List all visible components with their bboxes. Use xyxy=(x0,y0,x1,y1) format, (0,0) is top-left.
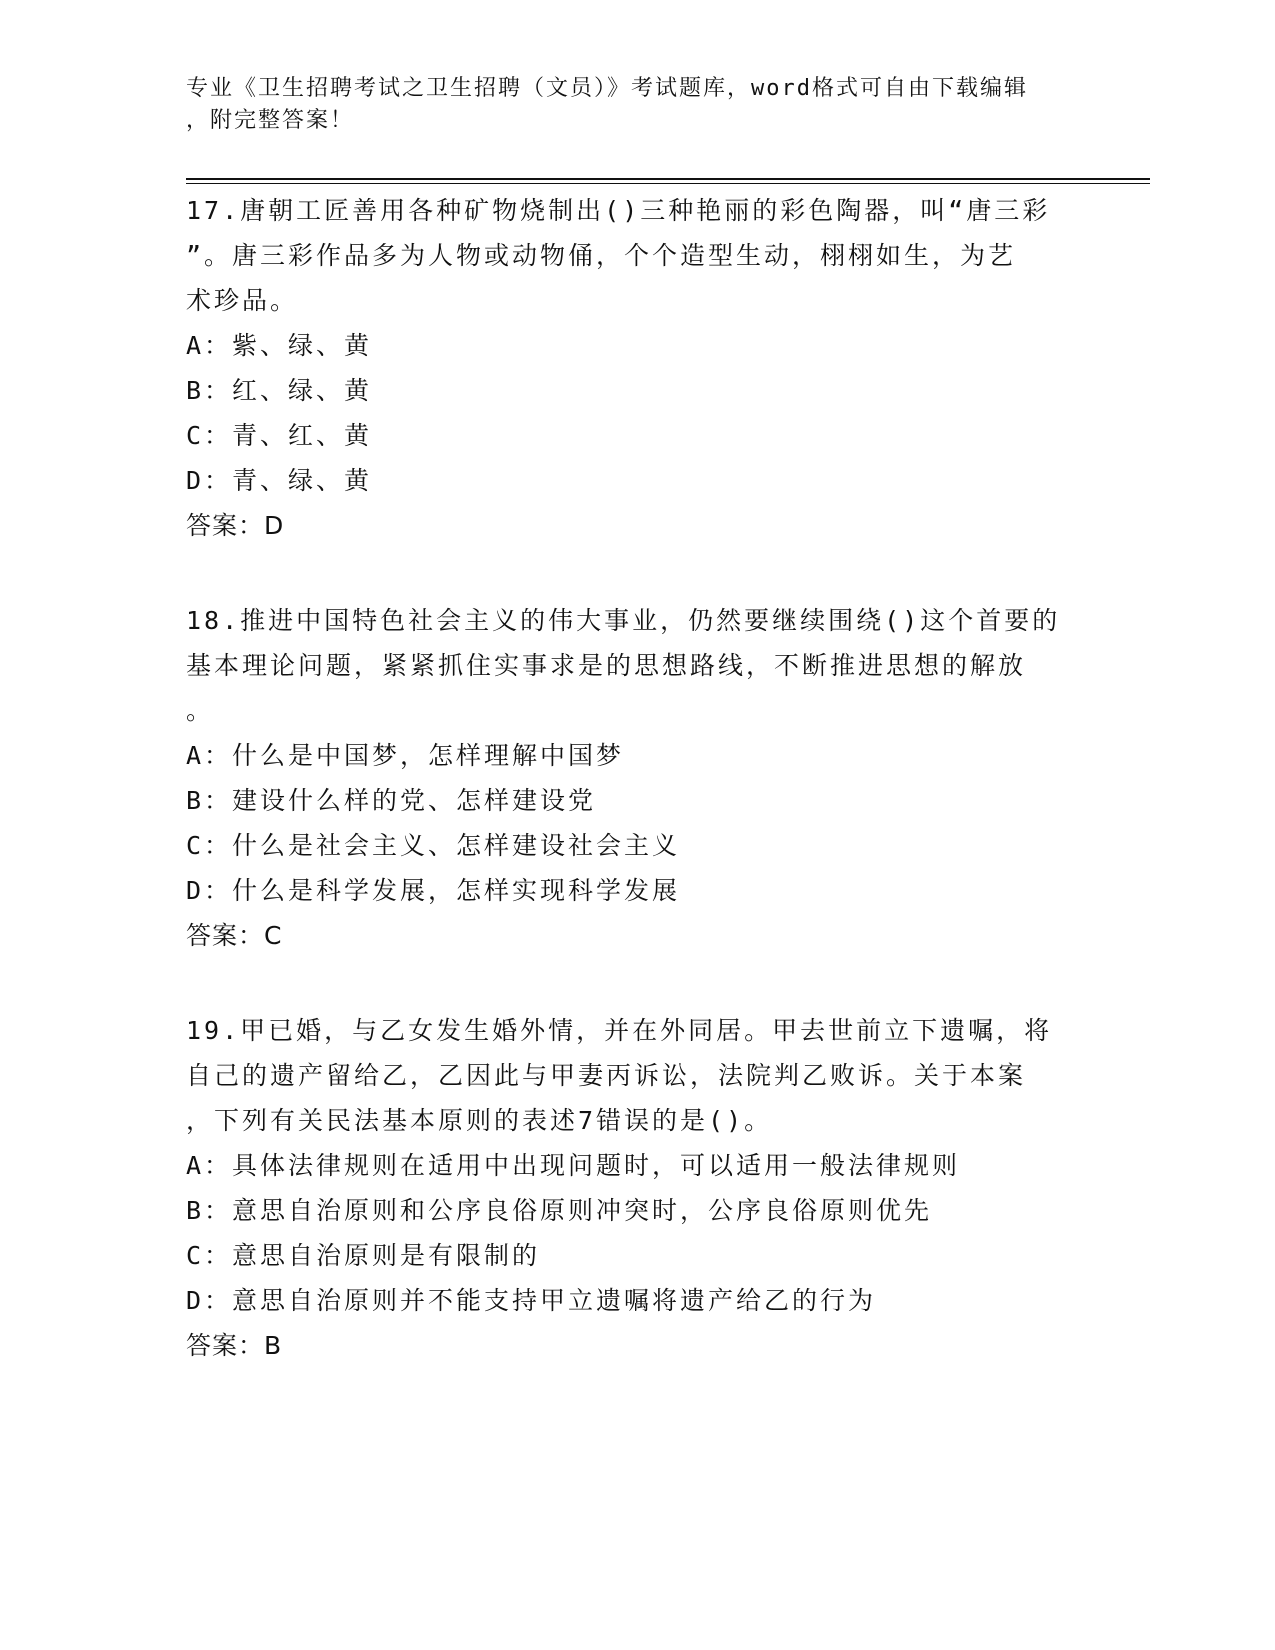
question-text-line: 基本理论问题，紧紧抓住实事求是的思想路线，不断推进思想的解放 xyxy=(186,651,1027,680)
option-c: C：青、红、黄 xyxy=(186,421,373,450)
question-text-line: 17.唐朝工匠善用各种矿物烧制出()三种艳丽的彩色陶器，叫“唐三彩 xyxy=(186,196,1051,225)
option-c: C：什么是社会主义、怎样建设社会主义 xyxy=(186,831,681,860)
header-divider-thick xyxy=(186,178,1150,180)
question-text-line: 。 xyxy=(186,696,215,725)
question-text-line: 自己的遗产留给乙，乙因此与甲妻丙诉讼，法院判乙败诉。关于本案 xyxy=(186,1061,1027,1090)
option-b: B：建设什么样的党、怎样建设党 xyxy=(186,786,597,815)
option-b: B：意思自治原则和公序良俗原则冲突时，公序良俗原则优先 xyxy=(186,1196,933,1225)
option-a: A：什么是中国梦，怎样理解中国梦 xyxy=(186,741,625,770)
option-d: D：什么是科学发展，怎样实现科学发展 xyxy=(186,876,681,905)
option-a: A：具体法律规则在适用中出现问题时，可以适用一般法律规则 xyxy=(186,1151,961,1180)
option-d: D：青、绿、黄 xyxy=(186,466,373,495)
answer-line: 答案：D xyxy=(186,511,285,540)
option-a: A：紫、绿、黄 xyxy=(186,331,373,360)
question-text-line: ”。唐三彩作品多为人物或动物俑，个个造型生动，栩栩如生，为艺 xyxy=(186,241,1017,270)
document-header xyxy=(186,73,1066,137)
header-line-2: ，附完整答案！ xyxy=(186,108,355,133)
question-text-line: ，下列有关民法基本原则的表述7错误的是()。 xyxy=(186,1106,773,1135)
question-18 xyxy=(186,598,1086,958)
header-divider-thin xyxy=(186,183,1150,184)
answer-line: 答案：C xyxy=(186,921,283,950)
question-text-line: 19.甲已婚，与乙女发生婚外情，并在外同居。甲去世前立下遗嘱，将 xyxy=(186,1016,1053,1045)
option-b: B：红、绿、黄 xyxy=(186,376,373,405)
answer-line: 答案：B xyxy=(186,1331,283,1360)
question-19 xyxy=(186,1008,1086,1368)
header-line-1: 专业《卫生招聘考试之卫生招聘（文员）》考试题库，word格式可自由下载编辑 xyxy=(186,76,1028,101)
question-17 xyxy=(186,188,1086,548)
question-text-line: 术珍品。 xyxy=(186,286,299,315)
option-d: D：意思自治原则并不能支持甲立遗嘱将遗产给乙的行为 xyxy=(186,1286,877,1315)
option-c: C：意思自治原则是有限制的 xyxy=(186,1241,541,1270)
question-text-line: 18.推进中国特色社会主义的伟大事业，仍然要继续围绕()这个首要的 xyxy=(186,606,1061,635)
